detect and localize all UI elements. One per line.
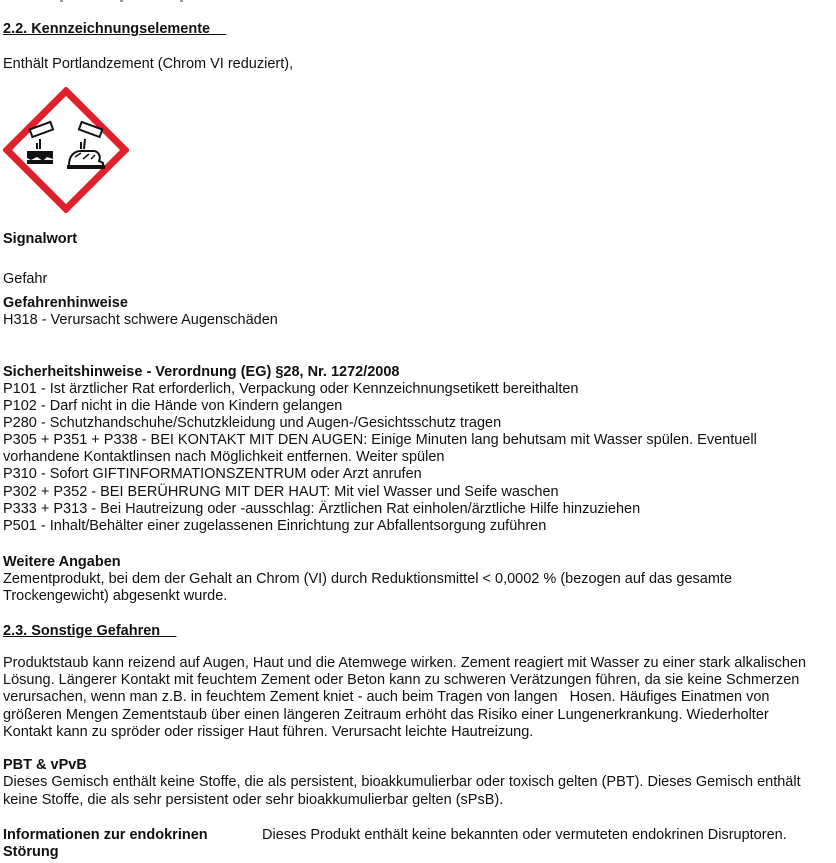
other-hazards-line: größeren Mengen Zementstaub über einen längeren Zeitraum erhöht das Risiko einer Lungenerkrankung. Wiederholter [3, 707, 769, 723]
section-2-3-heading: 2.3. Sonstige Gefahren [3, 623, 161, 639]
pbt-line: Dieses Gemisch enthält keine Stoffe, die als persistent, bioakkumulierbar oder toxisch gelten (PBT). Dieses Gemisch enthält [3, 774, 801, 790]
further-info-line: Trockengewicht) abgesenkt wurde. [3, 588, 228, 604]
precaution-statement: vorhandene Kontaktlinsen nach Möglichkeit entfernen. Weiter spülen [3, 449, 445, 465]
hazard-statements-label: Gefahrenhinweise [3, 295, 128, 311]
further-info-line: Zementprodukt, bei dem der Gehalt an Chrom (VI) durch Reduktionsmittel < 0,0002 % (bezogen auf das gesamte [3, 571, 733, 587]
other-hazards-line: Kontakt kann zu spröder oder rissiger Haut führen. Verursacht leichte Hautreizung. [3, 724, 534, 740]
precaution-statement: P302 + P352 - BEI BERÜHRUNG MIT DER HAUT: Mit viel Wasser und Seife waschen [3, 484, 559, 500]
other-hazards-line: Produktstaub kann reizend auf Augen, Haut und die Atemwege wirken. Zement reagiert mit Wasser zu einer stark alkalischen [3, 655, 807, 671]
endocrine-text: Dieses Produkt enthält keine bekannten oder vermuteten endokrinen Disruptoren. [262, 827, 787, 843]
precaution-statement: P101 - Ist ärztlicher Rat erforderlich, Verpackung oder Kennzeichnungsetikett bereithalten [3, 381, 579, 397]
precaution-statements-label: Sicherheitshinweise - Verordnung (EG) §28, Nr. 1272/2008 [3, 364, 400, 380]
top-edge-marks [60, 0, 200, 3]
hazard-statement: H318 - Verursacht schwere Augenschäden [3, 312, 278, 328]
other-hazards-line: verursachen, wenn man z.B. in feuchtem Zement kniet - auch beim Tragen von langen Hosen. Häufiges Einatmen von [3, 689, 770, 705]
precaution-statement: P333 + P313 - Bei Hautreizung oder -ausschlag: Ärztlichen Rat einholen/ärztliche Hilfe hinzuziehen [3, 501, 641, 517]
contains-statement: Enthält Portlandzement (Chrom VI reduziert), [3, 56, 294, 72]
endocrine-label-line: Informationen zur endokrinen [3, 827, 208, 843]
pbt-line: keine Stoffe, die als sehr persistent oder sehr bioakkumulierbar gelten (sPsB). [3, 792, 504, 808]
pbt-label: PBT & vPvB [3, 757, 87, 773]
precaution-statement: P305 + P351 + P338 - BEI KONTAKT MIT DEN AUGEN: Einige Minuten lang behutsam mit Wasser spülen. Eventuell [3, 432, 757, 448]
precaution-statement: P102 - Darf nicht in die Hände von Kindern gelangen [3, 398, 343, 414]
section-2-2-heading: 2.2. Kennzeichnungselemente [3, 21, 211, 37]
precaution-statement: P501 - Inhalt/Behälter einer zugelassenen Einrichtung zur Abfallentsorgung zuführen [3, 518, 547, 534]
endocrine-label-line: Störung [3, 844, 59, 860]
other-hazards-line: Lösung. Längerer Kontakt mit feuchtem Zement oder Beton kann zu schweren Verätzungen führen, da sie keine Schmerzen [3, 672, 800, 688]
precaution-statement: P310 - Sofort GIFTINFORMATIONSZENTRUM oder Arzt anrufen [3, 466, 422, 482]
further-info-label: Weitere Angaben [3, 554, 121, 570]
precaution-statement: P280 - Schutzhandschuhe/Schutzkleidung und Augen-/Gesichtsschutz tragen [3, 415, 502, 431]
corrosion-icon [3, 87, 129, 213]
endocrine-label [3, 827, 248, 861]
signal-word-label: Signalwort [3, 231, 78, 247]
signal-word: Gefahr [3, 271, 48, 287]
